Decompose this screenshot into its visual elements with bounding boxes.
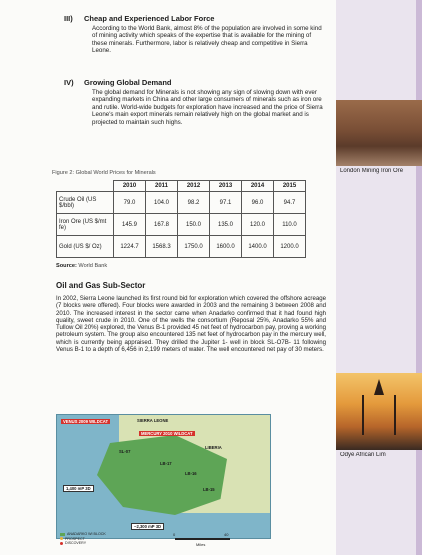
offshore-block-map bbox=[56, 414, 271, 539]
year-header: 2011 bbox=[146, 181, 178, 192]
table-row bbox=[57, 236, 306, 258]
table-cell: 135.0 bbox=[210, 214, 242, 236]
map-legend bbox=[60, 532, 106, 546]
table-cell: 97.1 bbox=[210, 192, 242, 214]
table-cell: 104.0 bbox=[146, 192, 178, 214]
map-label-lb15: LB-15 bbox=[203, 487, 215, 492]
table-cell: 145.9 bbox=[114, 214, 146, 236]
map-label-mercury: MERCURY 2010 WILDCAT bbox=[141, 431, 193, 436]
oil-gas-text: In 2002, Sierra Leone launched its first round bid for exploration which covered the offshore acreage (7 blocks were offered). Four blocks were awarded in 2003 and the remaining 3 between 2008 and 2010. The increased interest in the sector came when Anadarko confirmed that it had found high quality, sweet crude in 2010. One of the wells the consortium (Reposal 25%, Anadarko 55% and Tullow Oil 20%) explored, the Venus B-1 provided 45 net feet of hydrocarbon pay, proving a working petroleum system. The group also encountered 135 net feet of hydrocarbon pay in the mercury well, which is currently being appraised. They drilled the Jupiter 1- well in block SL-O7B- 11 following Venus B-1 to a depth of 6,456 in 2,199 meters of water. The well encountered net pay of 30 meters. bbox=[56, 295, 326, 354]
map-label-depth-deep: ~2,300 mP 3D bbox=[131, 523, 164, 530]
table-cell: 96.0 bbox=[242, 192, 274, 214]
row-label: Iron Ore (US $/mt fe) bbox=[57, 214, 114, 236]
source-value: World Bank bbox=[78, 263, 108, 269]
map-label-liberia: LIBERIA bbox=[205, 445, 222, 450]
row-label: Crude Oil (US $/bbl) bbox=[57, 192, 114, 214]
scale-start: 0 bbox=[173, 532, 176, 537]
section-title: Cheap and Experienced Labor Force bbox=[84, 14, 215, 23]
table-header-row bbox=[57, 181, 306, 192]
block-swatch-icon bbox=[60, 533, 65, 536]
table-row bbox=[57, 192, 306, 214]
section-numeral: IV) bbox=[64, 78, 74, 87]
row-label: Gold (US $/ Oz) bbox=[57, 236, 114, 258]
mining-photo bbox=[336, 100, 422, 166]
mineral-price-table bbox=[56, 180, 306, 258]
table-cell: 110.0 bbox=[274, 214, 306, 236]
map-label-sierra-leone: SIERRA LEONE bbox=[137, 418, 169, 423]
section-heading-labor bbox=[64, 14, 214, 23]
oil-rig-photo bbox=[336, 373, 422, 450]
section-text-demand: The global demand for Minerals is not showing any sign of slowing down with ever expanding markets in China and other large consumers of minerals such as iron ore and rutile. World-wide budgets for exploration have increased and the price of Sierra Leone's main export minerals remain relatively high on the global market and is projected to maintain such highs. bbox=[92, 89, 323, 126]
table-cell: 120.0 bbox=[242, 214, 274, 236]
section-text-labor: According to the World Bank, almost 8% of the population are involved in some kind of mining activity which speaks of the expertise that is available for the mining of these minerals. Furthermore, labor is relatively cheap and competitive in Sierra Leone. bbox=[92, 25, 322, 55]
table-cell: 79.0 bbox=[114, 192, 146, 214]
oil-rig-icon bbox=[362, 395, 396, 435]
prospect-dot-icon bbox=[60, 537, 63, 540]
mining-photo-caption: London Mining Iron Ore bbox=[340, 168, 404, 174]
legend-item bbox=[60, 541, 106, 546]
year-header: 2010 bbox=[114, 181, 146, 192]
table-corner bbox=[57, 181, 114, 192]
year-header: 2015 bbox=[274, 181, 306, 192]
map-label-sl07: SL-07 bbox=[119, 449, 131, 454]
map-label-depth-shallow: 1,400 mP 3D bbox=[63, 485, 94, 492]
source-label: Source: bbox=[56, 263, 77, 269]
map-scale-bar bbox=[175, 538, 230, 540]
table-cell: 1200.0 bbox=[274, 236, 306, 258]
legend-label: PROSPECT bbox=[65, 536, 85, 541]
table-cell: 98.2 bbox=[178, 192, 210, 214]
table-cell: 1224.7 bbox=[114, 236, 146, 258]
table-cell: 1600.0 bbox=[210, 236, 242, 258]
legend-label: ANADARKO WI BLOCK bbox=[67, 532, 106, 536]
section-numeral: III) bbox=[64, 14, 73, 23]
section-title: Growing Global Demand bbox=[84, 78, 172, 87]
table-cell: 150.0 bbox=[178, 214, 210, 236]
table-row bbox=[57, 214, 306, 236]
table-source bbox=[56, 263, 107, 269]
map-label-lb17: LB-17 bbox=[160, 461, 172, 466]
year-header: 2013 bbox=[210, 181, 242, 192]
oil-gas-heading: Oil and Gas Sub-Sector bbox=[56, 281, 146, 290]
table-cell: 1750.0 bbox=[178, 236, 210, 258]
scale-unit: Miles bbox=[196, 542, 206, 547]
year-header: 2014 bbox=[242, 181, 274, 192]
legend-label: DISCOVERY bbox=[65, 541, 87, 545]
sidebar-strip bbox=[416, 0, 422, 555]
table-cell: 167.8 bbox=[146, 214, 178, 236]
year-header: 2012 bbox=[178, 181, 210, 192]
oil-rig-photo-caption: Odye African Lim bbox=[340, 452, 386, 458]
sidebar-panel bbox=[336, 0, 422, 555]
table-cell: 1400.0 bbox=[242, 236, 274, 258]
discovery-dot-icon bbox=[60, 542, 63, 545]
table-cell: 94.7 bbox=[274, 192, 306, 214]
table-cell: 1568.3 bbox=[146, 236, 178, 258]
section-heading-demand bbox=[64, 78, 172, 87]
map-label-lb16: LB-16 bbox=[185, 471, 197, 476]
scale-end: 40 bbox=[224, 532, 229, 537]
map-label-venus: VENUS 2009 WILDCAT bbox=[63, 419, 109, 424]
figure-caption: Figure 2: Global World Prices for Minerals bbox=[52, 170, 156, 176]
